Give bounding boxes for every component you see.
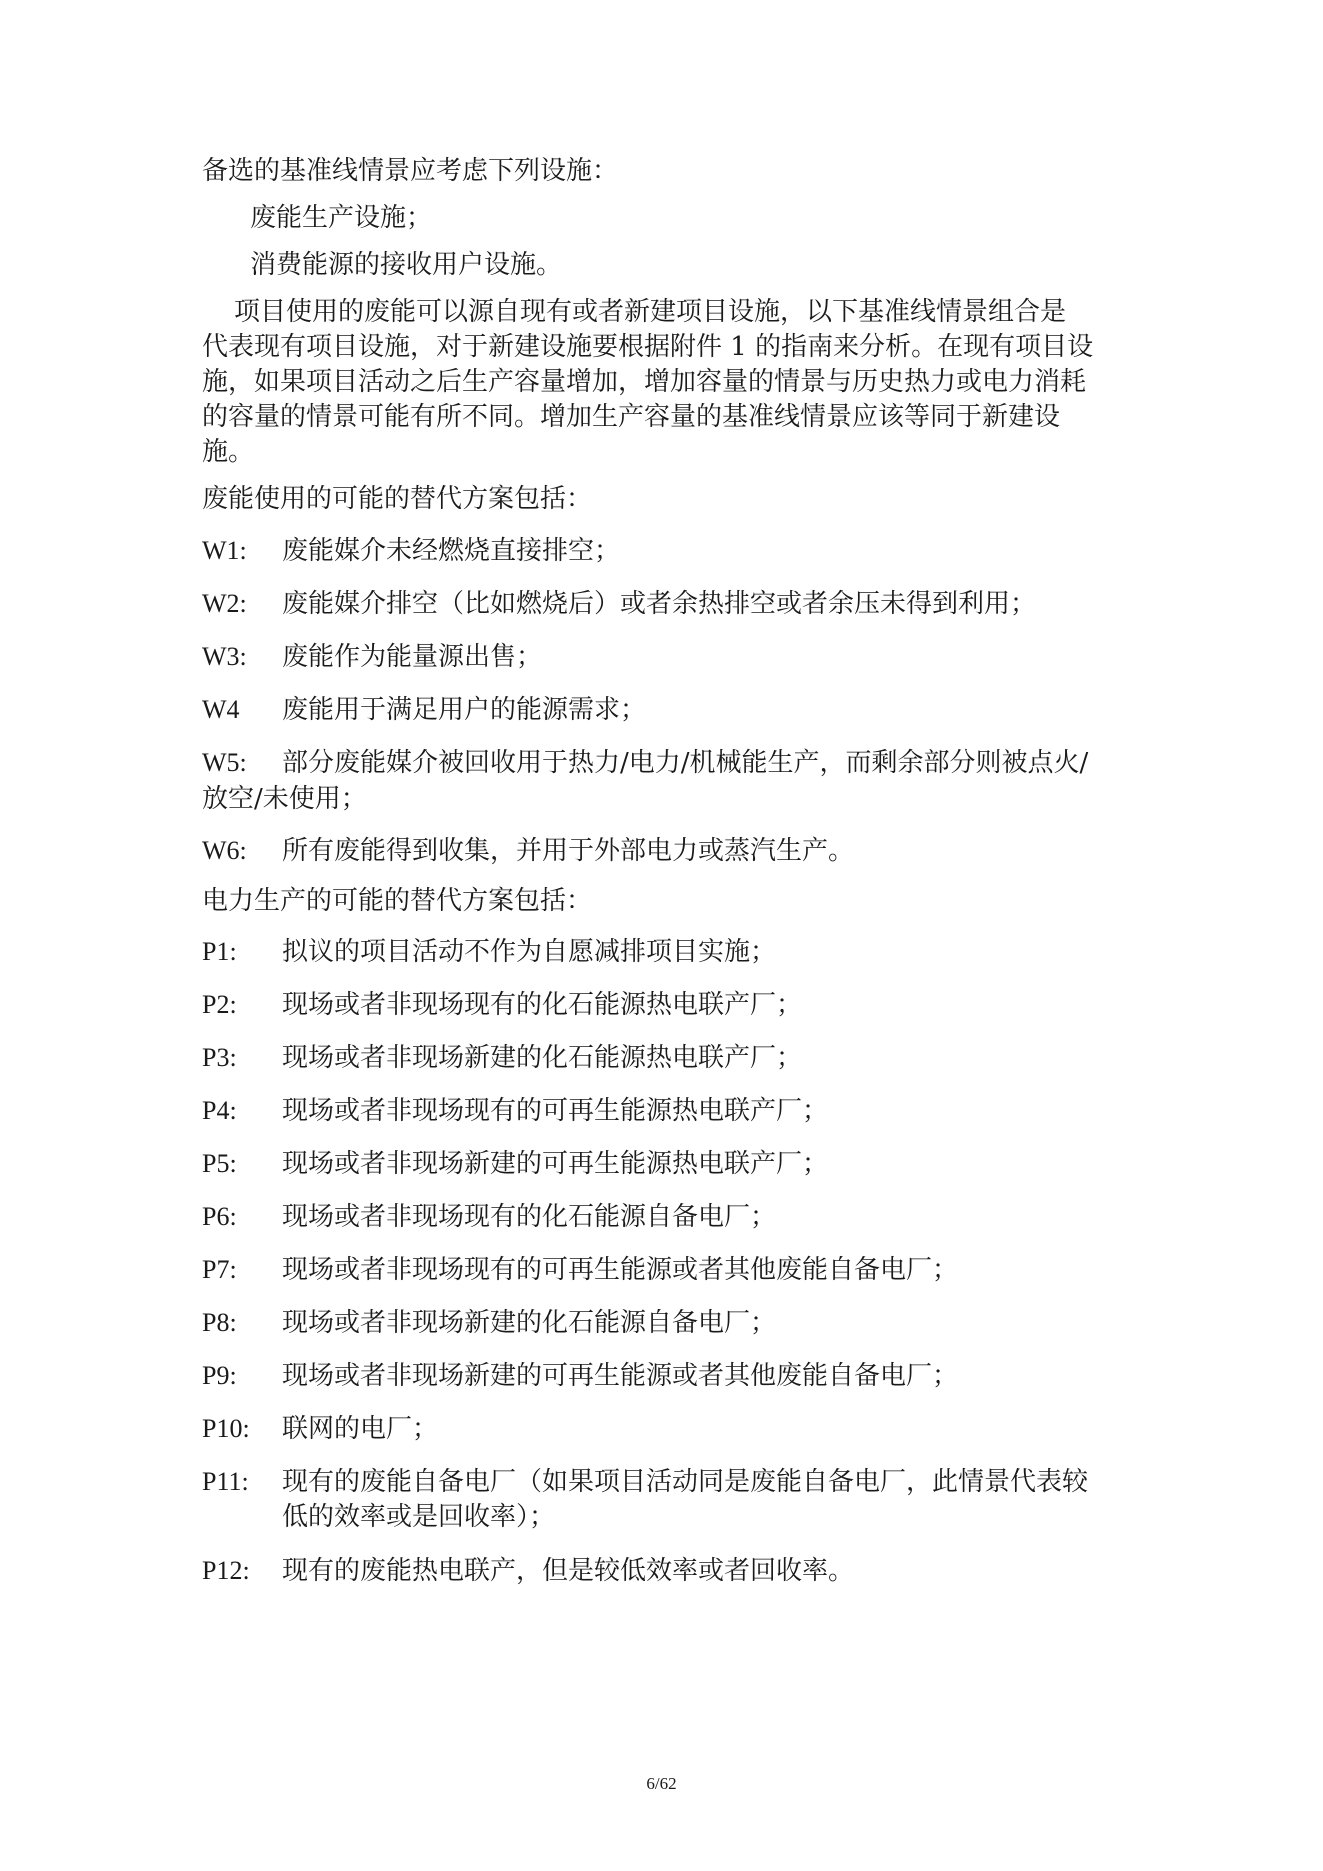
item-text: 现有的废能热电联产，但是较低效率或者回收率。	[282, 1556, 855, 1586]
item-text: 拟议的项目活动不作为自愿减排项目实施；	[282, 937, 777, 967]
item-label: P9:	[202, 1361, 237, 1390]
item-label: P2:	[202, 990, 237, 1019]
power-item-continuation: 低的效率或是回收率）；	[282, 1502, 556, 1532]
facility-item: 消费能源的接收用户设施。	[250, 250, 563, 280]
page-number: 6/62	[646, 1774, 677, 1793]
item-text: 废能用于满足用户的能源需求；	[282, 695, 647, 725]
power-item	[202, 1149, 828, 1179]
waste-item-continuation: 放空/未使用；	[202, 784, 367, 814]
waste-item	[202, 642, 542, 672]
paragraph-line: 施，如果项目活动之后生产容量增加，增加容量的情景与历史热力或电力消耗	[202, 367, 1087, 397]
item-text: 现场或者非现场新建的可再生能源热电联产厂；	[282, 1149, 829, 1179]
paragraph-line: 施。	[202, 437, 255, 467]
item-label: W5:	[202, 748, 247, 777]
power-item	[202, 937, 776, 967]
item-text: 联网的电厂；	[282, 1414, 439, 1444]
item-label: P3:	[202, 1043, 237, 1072]
item-text: 现场或者非现场新建的化石能源自备电厂；	[282, 1308, 777, 1338]
item-text: 废能作为能量源出售；	[282, 642, 543, 672]
item-label: P10:	[202, 1414, 250, 1443]
power-item	[202, 1414, 438, 1444]
item-label: P1:	[202, 937, 237, 966]
power-item	[202, 1202, 776, 1232]
waste-item	[202, 536, 620, 566]
power-item	[202, 1308, 776, 1338]
item-text: 现场或者非现场现有的化石能源热电联产厂；	[282, 990, 803, 1020]
item-label: W3:	[202, 642, 247, 671]
item-label: P7:	[202, 1255, 237, 1284]
facility-item: 废能生产设施；	[250, 203, 433, 233]
paragraph-line: 的容量的情景可能有所不同。增加生产容量的基准线情景应该等同于新建设	[202, 402, 1061, 432]
item-text: 现场或者非现场现有的可再生能源热电联产厂；	[282, 1096, 829, 1126]
item-label: P5:	[202, 1149, 237, 1178]
item-text: 现场或者非现场新建的化石能源热电联产厂；	[282, 1043, 803, 1073]
paragraph-line: 代表现有项目设施，对于新建设施要根据附件 1 的指南来分析。在现有项目设	[202, 332, 1094, 362]
item-label: P12:	[202, 1556, 250, 1585]
power-item	[202, 1096, 828, 1126]
power-item	[202, 990, 802, 1020]
power-item	[202, 1361, 958, 1391]
item-label: P11:	[202, 1467, 249, 1496]
power-item	[202, 1043, 802, 1073]
power-item	[202, 1467, 1088, 1497]
item-label: W4	[202, 695, 240, 724]
waste-item	[202, 695, 646, 725]
item-text: 废能媒介未经燃烧直接排空；	[282, 536, 621, 566]
waste-item	[202, 836, 854, 866]
item-text: 现有的废能自备电厂（如果项目活动同是废能自备电厂，此情景代表较	[282, 1467, 1089, 1497]
item-label: W2:	[202, 589, 247, 618]
item-text: 现场或者非现场现有的化石能源自备电厂；	[282, 1202, 777, 1232]
item-label: W6:	[202, 836, 247, 865]
item-text: 所有废能得到收集，并用于外部电力或蒸汽生产。	[282, 836, 855, 866]
item-label: P4:	[202, 1096, 237, 1125]
item-text: 部分废能媒介被回收用于热力/电力/机械能生产，而剩余部分则被点火/	[282, 748, 1089, 778]
item-label: P6:	[202, 1202, 237, 1231]
waste-item	[202, 589, 1036, 619]
item-text: 废能媒介排空（比如燃烧后）或者余热排空或者余压未得到利用；	[282, 589, 1037, 619]
item-label: P8:	[202, 1308, 237, 1337]
item-label: W1:	[202, 536, 247, 565]
power-item	[202, 1556, 854, 1586]
item-text: 现场或者非现场新建的可再生能源或者其他废能自备电厂；	[282, 1361, 959, 1391]
paragraph-line: 项目使用的废能可以源自现有或者新建项目设施，以下基准线情景组合是	[234, 297, 1067, 327]
power-item	[202, 1255, 958, 1285]
item-text: 现场或者非现场现有的可再生能源或者其他废能自备电厂；	[282, 1255, 959, 1285]
waste-heading: 废能使用的可能的替代方案包括：	[202, 484, 593, 514]
power-heading: 电力生产的可能的替代方案包括：	[202, 886, 593, 916]
intro-line: 备选的基准线情景应考虑下列设施：	[202, 156, 619, 186]
waste-item	[202, 748, 1088, 778]
